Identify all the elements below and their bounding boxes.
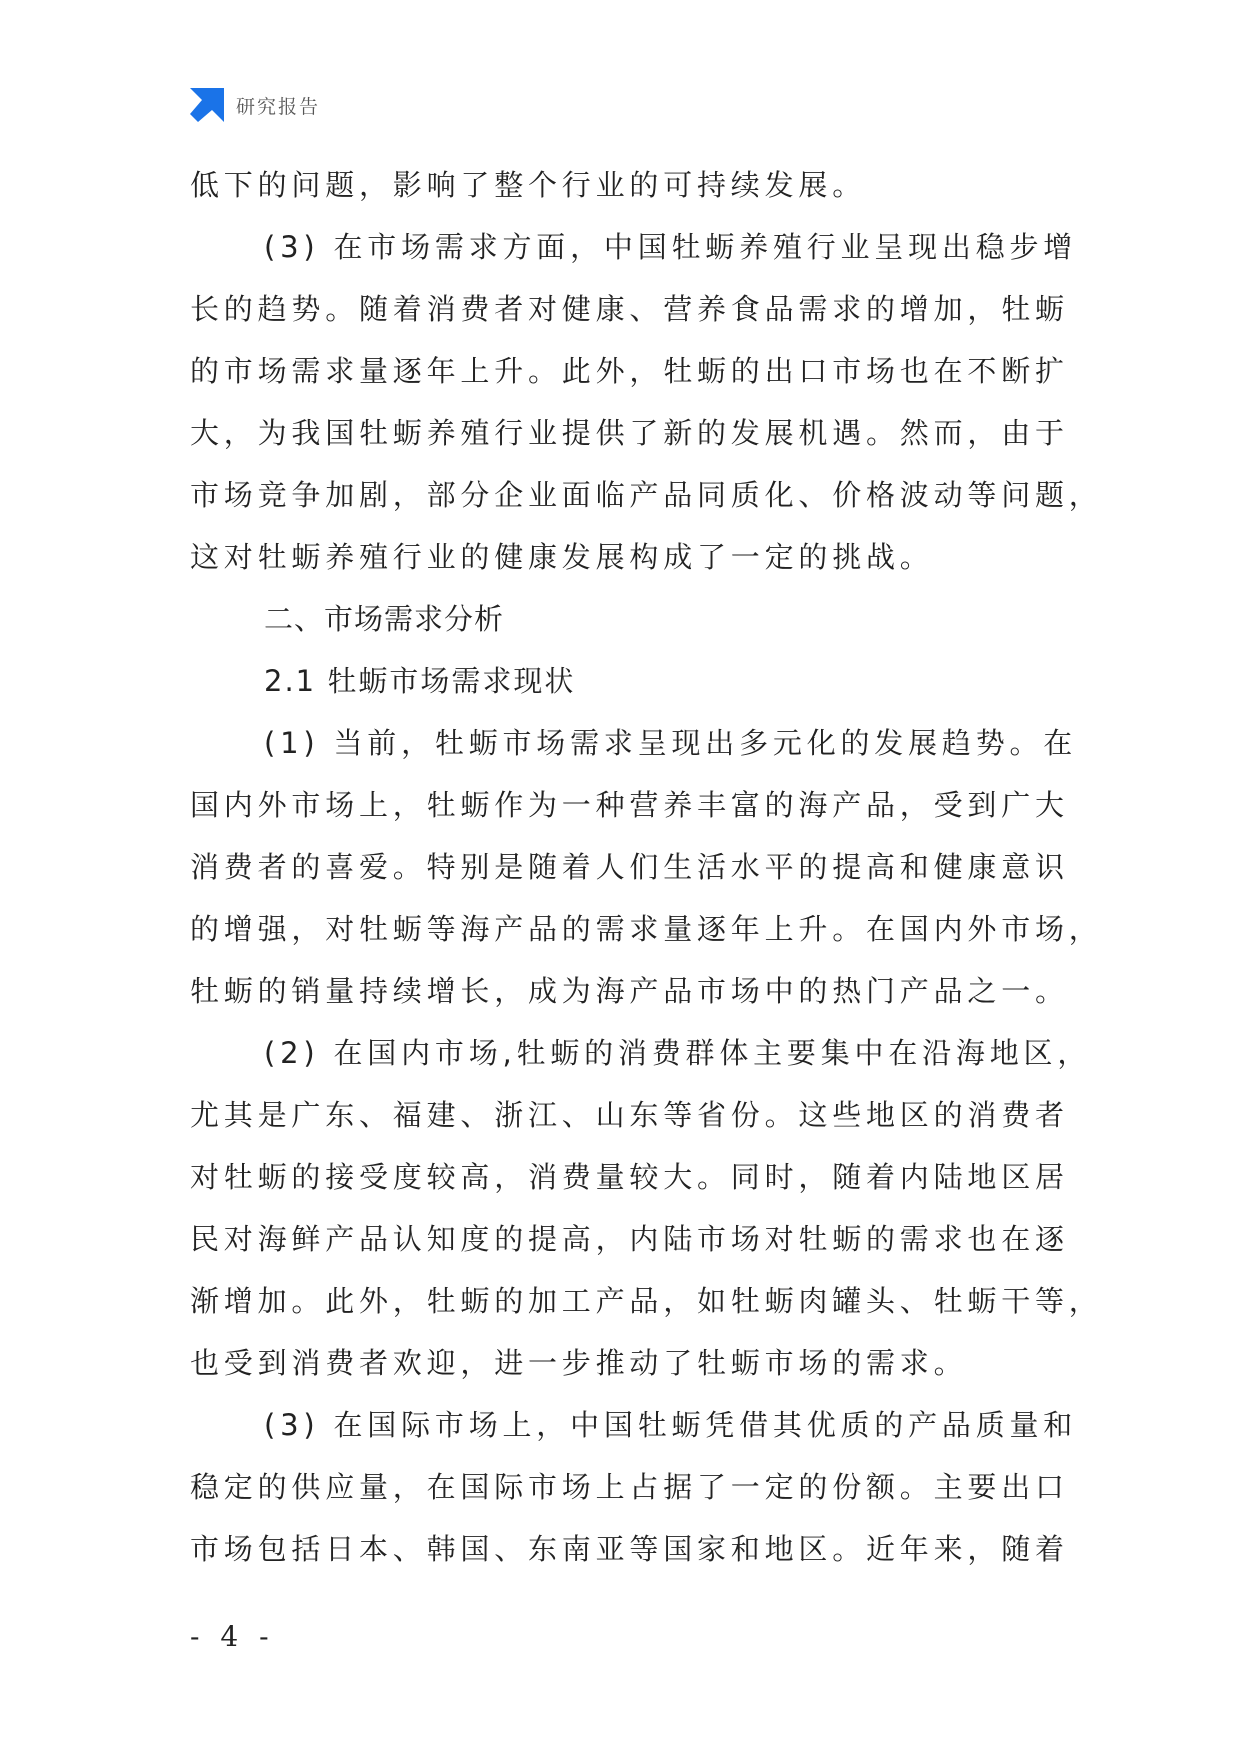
text-line: 稳定的供应量，在国际市场上占据了一定的份额。主要出口: [190, 1470, 1069, 1504]
text-line: (1) 当前，牡蛎市场需求呈现出多元化的发展趋势。在: [264, 726, 1078, 760]
text-line: (2) 在国内市场,牡蛎的消费群体主要集中在沿海地区，: [264, 1036, 1092, 1070]
arrow-up-right-icon: [190, 88, 224, 122]
text-line: 的市场需求量逐年上升。此外，牡蛎的出口市场也在不断扩: [190, 354, 1069, 388]
text-line: 这对牡蛎养殖行业的健康发展构成了一定的挑战。: [190, 540, 934, 574]
text-line: (3) 在市场需求方面，中国牡蛎养殖行业呈现出稳步增: [264, 230, 1078, 264]
text-line: 牡蛎的销量持续增长，成为海产品市场中的热门产品之一。: [190, 974, 1069, 1008]
page-number: - 4 -: [190, 1620, 275, 1653]
text-line: 的增强，对牡蛎等海产品的需求量逐年上升。在国内外市场，: [190, 912, 1103, 946]
text-line: 市场包括日本、韩国、东南亚等国家和地区。近年来，随着: [190, 1532, 1069, 1566]
text-line: (3) 在国际市场上，中国牡蛎凭借其优质的产品质量和: [264, 1408, 1078, 1442]
text-line: 国内外市场上，牡蛎作为一种营养丰富的海产品，受到广大: [190, 788, 1069, 822]
text-line: 对牡蛎的接受度较高，消费量较大。同时，随着内陆地区居: [190, 1160, 1069, 1194]
text-line: 长的趋势。随着消费者对健康、营养食品需求的增加，牡蛎: [190, 292, 1069, 326]
text-line: 尤其是广东、福建、浙江、山东等省份。这些地区的消费者: [190, 1098, 1069, 1132]
text-line: 低下的问题，影响了整个行业的可持续发展。: [190, 168, 867, 202]
text-line: 也受到消费者欢迎，进一步推动了牡蛎市场的需求。: [190, 1346, 968, 1380]
subsection-heading: 2.1 牡蛎市场需求现状: [264, 664, 576, 698]
document-body: [190, 154, 1103, 1580]
text-line: 消费者的喜爱。特别是随着人们生活水平的提高和健康意识: [190, 850, 1069, 884]
text-line: 大，为我国牡蛎养殖行业提供了新的发展机遇。然而，由于: [190, 416, 1069, 450]
page-header: [190, 88, 320, 122]
text-line: 市场竞争加剧，部分企业面临产品同质化、价格波动等问题，: [190, 478, 1103, 512]
header-title: 研究报告: [236, 95, 321, 118]
text-line: 渐增加。此外，牡蛎的加工产品，如牡蛎肉罐头、牡蛎干等，: [190, 1284, 1103, 1318]
section-heading: 二、市场需求分析: [264, 602, 505, 636]
text-line: 民对海鲜产品认知度的提高，内陆市场对牡蛎的需求也在逐: [190, 1222, 1069, 1256]
